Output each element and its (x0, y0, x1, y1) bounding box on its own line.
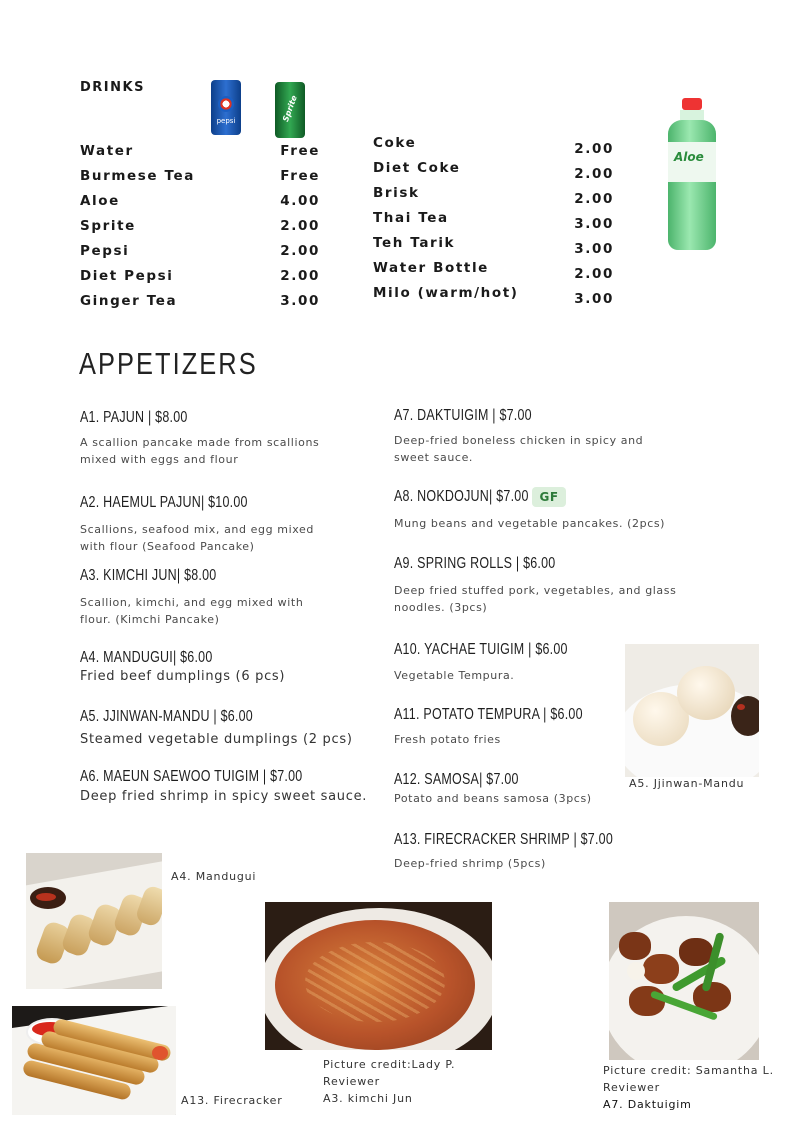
item-desc: Mung beans and vegetable pancakes. (2pcs) (394, 517, 666, 530)
item-name: A5. JJINWAN-MANDU | $6.00 (80, 708, 253, 725)
drink-name: Pepsi (80, 243, 130, 259)
firecracker-shrimp-photo (12, 1006, 176, 1115)
photo-credit-daktuigim: Picture credit: Samantha L. Reviewer A7. Daktuigim (603, 1064, 774, 1111)
item-name: A10. YACHAE TUIGIM | $6.00 (394, 641, 568, 658)
aloe-bottle-label: Aloe (674, 150, 704, 164)
item-desc: Scallion, kimchi, and egg mixed with flour. (Kimchi Pancake) (80, 596, 304, 626)
item-desc: Deep fried stuffed pork, vegetables, and glass noodles. (3pcs) (394, 584, 677, 614)
item-desc: Scallions, seafood mix, and egg mixed with flour (Seafood Pancake) (80, 523, 315, 553)
drink-price: 2.00 (280, 268, 320, 284)
item-name: A6. MAEUN SAEWOO TUIGIM | $7.00 (80, 768, 303, 785)
drink-price: 2.00 (280, 243, 320, 259)
item-desc: Steamed vegetable dumplings (2 pcs) (80, 732, 353, 747)
drink-price: 2.00 (280, 218, 320, 234)
item-name: A11. POTATO TEMPURA | $6.00 (394, 706, 583, 723)
appetizers-title: APPETIZERS (79, 346, 258, 381)
drink-price: 3.00 (574, 241, 614, 257)
item-desc: Deep fried shrimp in spicy sweet sauce. (80, 789, 368, 804)
item-name: A2. HAEMUL PAJUN| $10.00 (80, 494, 248, 511)
item-name: A3. KIMCHI JUN| $8.00 (80, 567, 217, 584)
jjinwan-mandu-photo (625, 644, 759, 777)
drink-name: Thai Tea (373, 210, 449, 226)
item-name: A1. PAJUN | $8.00 (80, 409, 188, 426)
aloe-bottle-image (666, 98, 718, 252)
gluten-free-badge: GF (532, 487, 566, 507)
item-name: A8. NOKDOJUN| $7.00 (394, 488, 529, 505)
drink-name: Teh Tarik (373, 235, 456, 251)
kimchi-jun-photo (265, 902, 492, 1050)
drink-name: Ginger Tea (80, 293, 178, 309)
drink-name: Sprite (80, 218, 136, 234)
drink-price: Free (280, 143, 320, 159)
drink-price: 2.00 (574, 191, 614, 207)
item-desc: Deep-fried boneless chicken in spicy and sweet sauce. (394, 434, 644, 464)
drink-name: Water (80, 143, 134, 159)
pepsi-can-image (211, 80, 241, 135)
sprite-can-label: Sprite (281, 94, 299, 123)
drink-name: Aloe (80, 193, 120, 209)
drink-price: Free (280, 168, 320, 184)
item-desc: Potato and beans samosa (3pcs) (394, 792, 592, 805)
item-name: A9. SPRING ROLLS | $6.00 (394, 555, 556, 572)
mandugui-photo (26, 853, 162, 989)
drink-price: 4.00 (280, 193, 320, 209)
drink-price: 2.00 (574, 141, 614, 157)
daktuigim-photo (609, 902, 759, 1060)
item-name: A13. FIRECRACKER SHRIMP | $7.00 (394, 831, 614, 848)
item-desc: Vegetable Tempura. (394, 669, 515, 682)
drink-price: 3.00 (280, 293, 320, 309)
photo-caption: A4. Mandugui (171, 870, 257, 883)
photo-credit-kimchi: Picture credit:Lady P. Reviewer A3. kimchi Jun (323, 1058, 456, 1105)
item-desc: Fresh potato fries (394, 733, 501, 746)
item-name: A7. DAKTUIGIM | $7.00 (394, 407, 532, 424)
drink-price: 2.00 (574, 266, 614, 282)
drink-name: Brisk (373, 185, 420, 201)
photo-caption: A13. Firecracker (181, 1094, 283, 1107)
photo-caption: A5. Jjinwan-Mandu (629, 777, 745, 790)
drink-name: Diet Coke (373, 160, 461, 176)
item-desc: Fried beef dumplings (6 pcs) (80, 669, 286, 684)
drinks-title: DRINKS (80, 80, 145, 95)
drink-name: Milo (warm/hot) (373, 285, 519, 301)
sprite-can-image (275, 82, 305, 138)
drink-price: 2.00 (574, 166, 614, 182)
drink-name: Burmese Tea (80, 168, 195, 184)
pepsi-can-label: pepsi (216, 117, 236, 125)
item-name: A12. SAMOSA| $7.00 (394, 771, 519, 788)
drink-price: 3.00 (574, 216, 614, 232)
drink-name: Water Bottle (373, 260, 489, 276)
item-desc: Deep-fried shrimp (5pcs) (394, 857, 546, 870)
item-name: A4. MANDUGUI| $6.00 (80, 649, 213, 666)
drink-name: Coke (373, 135, 417, 151)
drink-name: Diet Pepsi (80, 268, 174, 284)
item-desc: A scallion pancake made from scallions mixed with eggs and flour (80, 436, 320, 466)
drink-price: 3.00 (574, 291, 614, 307)
